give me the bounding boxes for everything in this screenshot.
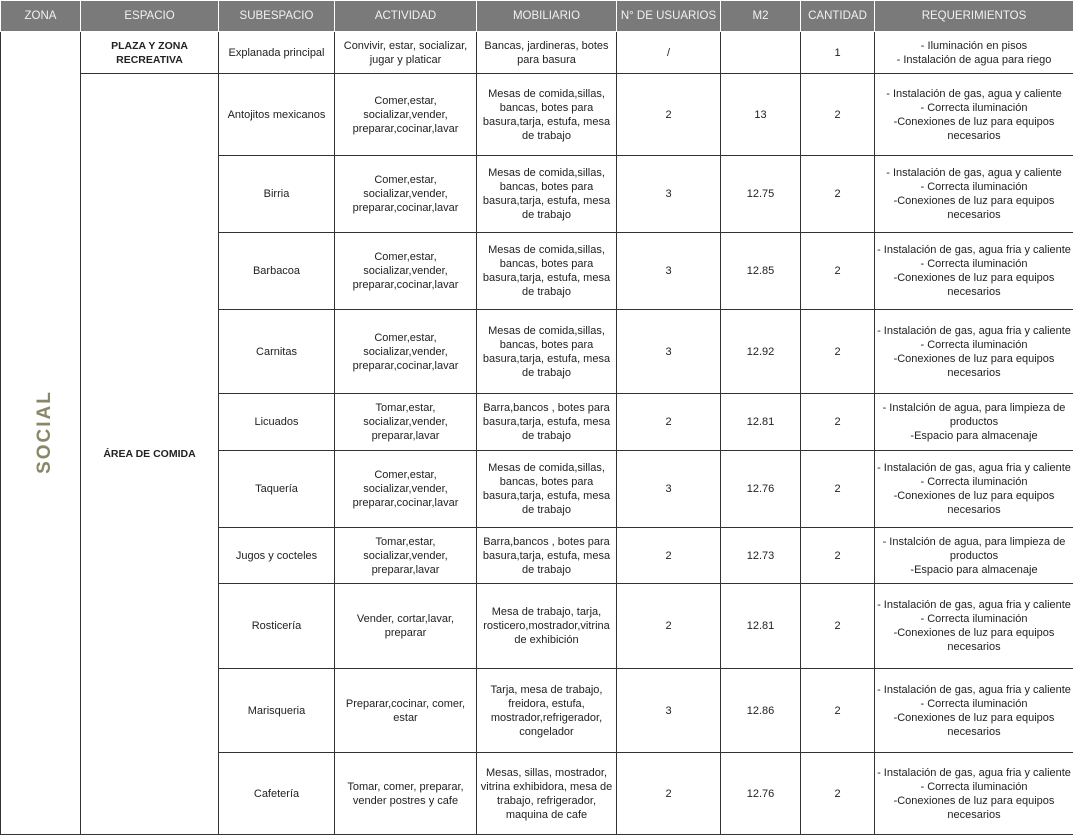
requerimientos-cell bbox=[875, 310, 1073, 394]
req-line: - Correcta iluminación bbox=[877, 780, 1071, 794]
header-requerimientos: REQUERIMIENTOS bbox=[875, 1, 1073, 32]
header-usuarios: N° DE USUARIOS bbox=[617, 1, 721, 32]
req-line: -Conexiones de luz para equipos necesarios bbox=[877, 115, 1071, 143]
req-line: - Instalación de gas, agua fria y caliente bbox=[877, 243, 1071, 257]
table-row bbox=[1, 74, 1073, 156]
req-line: - Correcta iluminación bbox=[877, 101, 1071, 115]
usuarios-cell: 3 bbox=[617, 233, 721, 310]
req-line: - Instalción de agua, para limpieza de productos bbox=[877, 535, 1071, 563]
actividad-cell: Comer,estar, socializar,vender, preparar,cocinar,lavar bbox=[335, 233, 477, 310]
table-row bbox=[1, 32, 1073, 74]
m2-cell: 12.73 bbox=[721, 528, 801, 584]
cantidad-cell: 2 bbox=[801, 394, 875, 451]
actividad-cell: Comer,estar, socializar,vender, preparar,cocinar,lavar bbox=[335, 156, 477, 233]
req-line: - Instalación de gas, agua fria y caliente bbox=[877, 461, 1071, 475]
req-line: - Instalación de gas, agua fria y caliente bbox=[877, 766, 1071, 780]
req-line: -Espacio para almacenaje bbox=[877, 563, 1071, 577]
requerimientos-cell bbox=[875, 233, 1073, 310]
requerimientos-cell bbox=[875, 753, 1073, 835]
m2-cell: 13 bbox=[721, 74, 801, 156]
usuarios-cell: 2 bbox=[617, 74, 721, 156]
mobiliario-cell: Mesas de comida,sillas, bancas, botes para basura,tarja, estufa, mesa de trabajo bbox=[477, 310, 617, 394]
mobiliario-cell: Mesas de comida,sillas, bancas, botes para basura,tarja, estufa, mesa de trabajo bbox=[477, 156, 617, 233]
subespacio-cell: Antojitos mexicanos bbox=[219, 74, 335, 156]
usuarios-cell: / bbox=[617, 32, 721, 74]
req-line: -Conexiones de luz para equipos necesarios bbox=[877, 271, 1071, 299]
espacio-plaza: PLAZA Y ZONA RECREATIVA bbox=[81, 32, 219, 74]
actividad-cell: Comer,estar, socializar,vender, preparar,cocinar,lavar bbox=[335, 74, 477, 156]
mobiliario-cell: Mesas de comida,sillas, bancas, botes para basura,tarja, estufa, mesa de trabajo bbox=[477, 451, 617, 528]
req-line: -Conexiones de luz para equipos necesarios bbox=[877, 626, 1071, 654]
requerimientos-cell bbox=[875, 74, 1073, 156]
header-espacio: ESPACIO bbox=[81, 1, 219, 32]
cantidad-cell: 1 bbox=[801, 32, 875, 74]
requerimientos-cell bbox=[875, 584, 1073, 669]
subespacio-cell: Jugos y cocteles bbox=[219, 528, 335, 584]
subespacio-cell: Rosticería bbox=[219, 584, 335, 669]
m2-cell: 12.75 bbox=[721, 156, 801, 233]
m2-cell: 12.92 bbox=[721, 310, 801, 394]
cantidad-cell: 2 bbox=[801, 584, 875, 669]
req-line: -Conexiones de luz para equipos necesarios bbox=[877, 794, 1071, 822]
m2-cell bbox=[721, 32, 801, 74]
mobiliario-cell: Barra,bancos , botes para basura,tarja, estufa, mesa de trabajo bbox=[477, 394, 617, 451]
requerimientos-cell bbox=[875, 156, 1073, 233]
req-line: - Instalación de gas, agua fria y caliente bbox=[877, 324, 1071, 338]
subespacio-cell: Cafetería bbox=[219, 753, 335, 835]
mobiliario-cell: Mesas, sillas, mostrador, vitrina exhibidora, mesa de trabajo, refrigerador, maquina de cafe bbox=[477, 753, 617, 835]
subespacio-cell: Explanada principal bbox=[219, 32, 335, 74]
req-line: -Espacio para almacenaje bbox=[877, 429, 1071, 443]
actividad-cell: Comer,estar, socializar,vender, preparar,cocinar,lavar bbox=[335, 451, 477, 528]
header-row bbox=[1, 1, 1073, 32]
cantidad-cell: 2 bbox=[801, 528, 875, 584]
actividad-cell: Preparar,cocinar, comer, estar bbox=[335, 669, 477, 753]
m2-cell: 12.85 bbox=[721, 233, 801, 310]
mobiliario-cell: Bancas, jardineras, botes para basura bbox=[477, 32, 617, 74]
zona-cell bbox=[1, 32, 81, 835]
req-line: - Instalación de agua para riego bbox=[877, 53, 1071, 67]
req-line: - Instalación de gas, agua y caliente bbox=[877, 87, 1071, 101]
req-line: -Conexiones de luz para equipos necesarios bbox=[877, 489, 1071, 517]
requerimientos-cell bbox=[875, 451, 1073, 528]
actividad-cell: Comer,estar, socializar,vender, preparar,cocinar,lavar bbox=[335, 310, 477, 394]
req-line: - Correcta iluminación bbox=[877, 475, 1071, 489]
m2-cell: 12.76 bbox=[721, 451, 801, 528]
req-line: - Instalción de agua, para limpieza de productos bbox=[877, 401, 1071, 429]
subespacio-cell: Carnitas bbox=[219, 310, 335, 394]
subespacio-cell: Taquería bbox=[219, 451, 335, 528]
header-actividad: ACTIVIDAD bbox=[335, 1, 477, 32]
usuarios-cell: 3 bbox=[617, 310, 721, 394]
usuarios-cell: 3 bbox=[617, 156, 721, 233]
req-line: - Correcta iluminación bbox=[877, 338, 1071, 352]
req-line: - Instalación de gas, agua fria y caliente bbox=[877, 683, 1071, 697]
req-line: - Correcta iluminación bbox=[877, 612, 1071, 626]
cantidad-cell: 2 bbox=[801, 310, 875, 394]
actividad-cell: Tomar,estar, socializar,vender, preparar,lavar bbox=[335, 528, 477, 584]
usuarios-cell: 2 bbox=[617, 528, 721, 584]
subespacio-cell: Licuados bbox=[219, 394, 335, 451]
usuarios-cell: 3 bbox=[617, 451, 721, 528]
req-line: -Conexiones de luz para equipos necesarios bbox=[877, 352, 1071, 380]
m2-cell: 12.76 bbox=[721, 753, 801, 835]
requerimientos-cell bbox=[875, 669, 1073, 753]
cantidad-cell: 2 bbox=[801, 233, 875, 310]
m2-cell: 12.81 bbox=[721, 394, 801, 451]
req-line: - Instalación de gas, agua fria y caliente bbox=[877, 598, 1071, 612]
req-line: - Instalación de gas, agua y caliente bbox=[877, 166, 1071, 180]
zona-label: SOCIAL bbox=[38, 390, 52, 474]
req-line: - Correcta iluminación bbox=[877, 697, 1071, 711]
header-cantidad: CANTIDAD bbox=[801, 1, 875, 32]
req-line: - Correcta iluminación bbox=[877, 257, 1071, 271]
req-line: - Correcta iluminación bbox=[877, 180, 1071, 194]
actividad-cell: Tomar, comer, preparar, vender postres y cafe bbox=[335, 753, 477, 835]
m2-cell: 12.81 bbox=[721, 584, 801, 669]
mobiliario-cell: Tarja, mesa de trabajo, freidora, estufa, mostrador,refrigerador, congelador bbox=[477, 669, 617, 753]
req-line: -Conexiones de luz para equipos necesarios bbox=[877, 711, 1071, 739]
usuarios-cell: 3 bbox=[617, 669, 721, 753]
subespacio-cell: Barbacoa bbox=[219, 233, 335, 310]
m2-cell: 12.86 bbox=[721, 669, 801, 753]
mobiliario-cell: Mesa de trabajo, tarja, rosticero,mostrador,vitrina de exhibición bbox=[477, 584, 617, 669]
cantidad-cell: 2 bbox=[801, 753, 875, 835]
req-line: -Conexiones de luz para equipos necesarios bbox=[877, 194, 1071, 222]
espacio-comida: ÁREA DE COMIDA bbox=[81, 74, 219, 835]
header-subespacio: SUBESPACIO bbox=[219, 1, 335, 32]
header-zona: ZONA bbox=[1, 1, 81, 32]
cantidad-cell: 2 bbox=[801, 451, 875, 528]
requerimientos-cell bbox=[875, 32, 1073, 74]
usuarios-cell: 2 bbox=[617, 584, 721, 669]
subespacio-cell: Marisqueria bbox=[219, 669, 335, 753]
actividad-cell: Convivir, estar, socializar, jugar y platicar bbox=[335, 32, 477, 74]
subespacio-cell: Birria bbox=[219, 156, 335, 233]
requerimientos-cell bbox=[875, 394, 1073, 451]
header-m2: M2 bbox=[721, 1, 801, 32]
mobiliario-cell: Mesas de comida,sillas, bancas, botes para basura,tarja, estufa, mesa de trabajo bbox=[477, 74, 617, 156]
requerimientos-cell bbox=[875, 528, 1073, 584]
cantidad-cell: 2 bbox=[801, 156, 875, 233]
header-mobiliario: MOBILIARIO bbox=[477, 1, 617, 32]
mobiliario-cell: Mesas de comida,sillas, bancas, botes para basura,tarja, estufa, mesa de trabajo bbox=[477, 233, 617, 310]
actividad-cell: Vender, cortar,lavar, preparar bbox=[335, 584, 477, 669]
actividad-cell: Tomar,estar, socializar,vender, preparar,lavar bbox=[335, 394, 477, 451]
usuarios-cell: 2 bbox=[617, 394, 721, 451]
usuarios-cell: 2 bbox=[617, 753, 721, 835]
req-line: - Iluminación en pisos bbox=[877, 39, 1071, 53]
cantidad-cell: 2 bbox=[801, 669, 875, 753]
mobiliario-cell: Barra,bancos , botes para basura,tarja, estufa, mesa de trabajo bbox=[477, 528, 617, 584]
cantidad-cell: 2 bbox=[801, 74, 875, 156]
